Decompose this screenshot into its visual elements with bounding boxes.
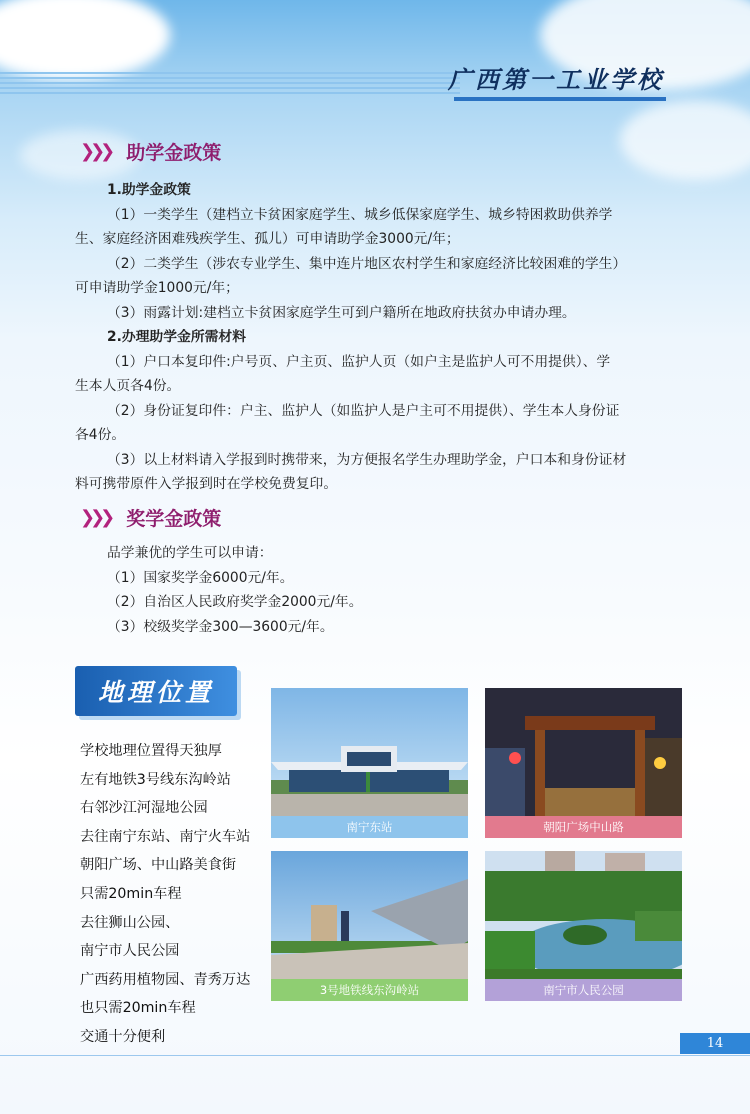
material-1-cont: 生本人页各4份。 [75, 378, 181, 394]
location-line: 只需20min车程 [80, 885, 182, 902]
location-line: 去往狮山公园、 [80, 914, 180, 931]
grant-title: 助学金政策 [126, 142, 222, 164]
grant-item-3: （3）雨露计划:建档立卡贫困家庭学生可到户籍所在地政府扶贫办申请办理。 [107, 304, 576, 321]
grant-item-1: （1）一类学生（建档立卡贫困家庭学生、城乡低保家庭学生、城乡特困救助供养学 [107, 206, 613, 223]
location-line: 也只需20min车程 [80, 1000, 196, 1017]
grant-item-1-cont: 生、家庭经济困难残疾学生、孤儿）可申请助学金3000元/年； [75, 231, 460, 247]
photo-donggouling-station [271, 851, 468, 1001]
material-3: （3）以上材料请入学报到时携带来，为方便报名学生办理助学金，户口本和身份证材 [107, 451, 627, 468]
location-list [80, 737, 250, 1052]
triple-chevron-icon: ❯❯❯ [80, 507, 111, 528]
photo-caption: 南宁市人民公园 [485, 979, 682, 1001]
materials-heading: 2.办理助学金所需材料 [107, 329, 247, 345]
header-underline [454, 97, 666, 101]
scholarship-body [75, 541, 675, 639]
location-line: 朝阳广场、中山路美食街 [80, 857, 237, 874]
location-banner [75, 666, 237, 716]
scholarship-intro: 品学兼优的学生可以申请： [107, 545, 273, 561]
material-2-cont: 各4份。 [75, 427, 126, 443]
triple-chevron-icon: ❯❯❯ [80, 141, 111, 162]
photo-nanning-east-station [271, 688, 468, 838]
photo-caption: 南宁东站 [271, 816, 468, 838]
material-3-cont: 料可携带原件入学报到时在学校免费复印。 [75, 476, 338, 492]
scholarship-section-title [80, 504, 221, 531]
cloud-decoration [0, 0, 170, 80]
material-1: （1）户口本复印件:户号页、户主页、监护人页（如户主是监护人可不用提供）、学 [107, 353, 611, 370]
location-line: 交通十分便利 [80, 1028, 166, 1045]
photo-zhongshan-road [485, 688, 682, 838]
photo-caption: 朝阳广场中山路 [485, 816, 682, 838]
location-line: 左有地铁3号线东沟岭站 [80, 771, 231, 788]
footer-line [0, 1055, 750, 1056]
grant-item-2: （2）二类学生（涉农专业学生、集中连片地区农村学生和家庭经济比较困难的学生） [107, 255, 627, 272]
scholarship-item-1: （1）国家奖学金6000元/年。 [107, 569, 294, 586]
grant-body [75, 178, 675, 497]
photo-peoples-park [485, 851, 682, 1001]
location-line: 南宁市人民公园 [80, 943, 180, 960]
school-name: 广西第一工业学校 [448, 65, 664, 94]
header-stripes [0, 72, 460, 106]
grant-section-title [80, 138, 221, 165]
scholarship-item-2: （2）自治区人民政府奖学金2000元/年。 [107, 594, 363, 610]
location-line: 右邻沙江河湿地公园 [80, 800, 208, 817]
cloud-decoration [620, 100, 750, 180]
policy-heading: 1.助学金政策 [107, 182, 191, 198]
location-title: 地理位置 [97, 678, 214, 707]
scholarship-title: 奖学金政策 [126, 508, 222, 530]
scholarship-item-3: （3）校级奖学金300—3600元/年。 [107, 618, 334, 635]
grant-item-2-cont: 可申请助学金1000元/年； [75, 280, 239, 296]
location-line: 学校地理位置得天独厚 [80, 743, 222, 759]
page-number: 14 [680, 1033, 750, 1054]
photo-caption: 3号地铁线东沟岭站 [271, 979, 468, 1001]
location-line: 广西药用植物园、青秀万达 [80, 971, 251, 988]
material-2: （2）身份证复印件：户主、监护人（如监护人是户主可不用提供）、学生本人身份证 [107, 402, 620, 419]
location-line: 去往南宁东站、南宁火车站 [80, 828, 251, 845]
